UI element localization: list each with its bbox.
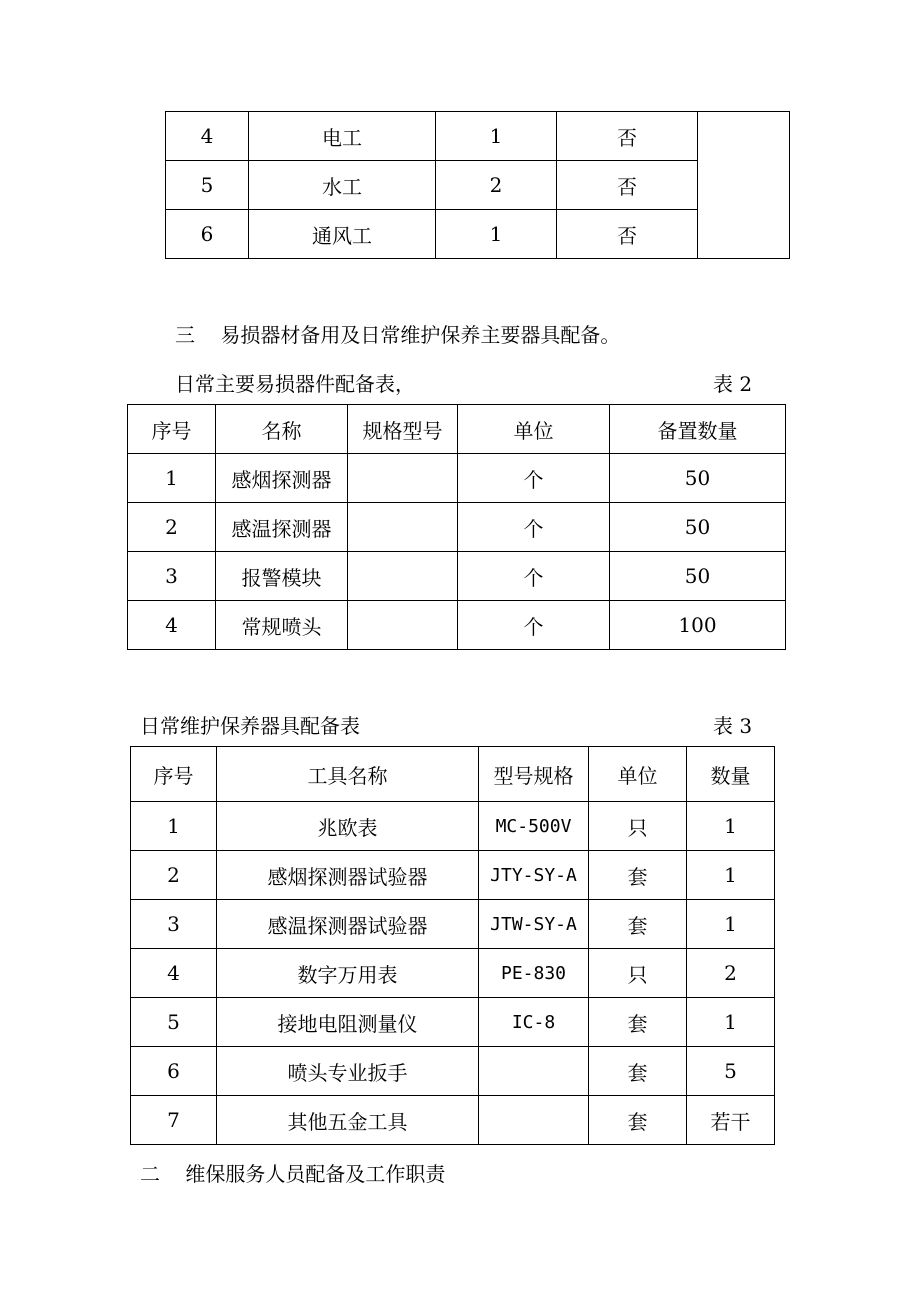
tools-table <box>130 746 775 1145</box>
table-2-caption: 日常主要易损器件配备表， <box>175 372 415 396</box>
cell-no: 6 <box>131 1047 217 1096</box>
cell-unit: 套 <box>589 998 687 1047</box>
table-3-caption: 日常维护保养器具配备表 <box>140 714 360 738</box>
table-row <box>131 998 775 1047</box>
header-cell: 单位 <box>458 405 610 454</box>
cell-remark <box>698 112 790 259</box>
section-3-heading: 三 易损器材备用及日常维护保养主要器具配备。 <box>175 323 621 347</box>
table-row <box>166 112 790 161</box>
table-row <box>128 601 786 650</box>
cell-name: 其他五金工具 <box>217 1096 479 1145</box>
header-cell: 工具名称 <box>217 747 479 802</box>
cell-unit: 个 <box>458 503 610 552</box>
cell-qty: 1 <box>436 112 557 161</box>
cell-qty: 1 <box>687 998 775 1047</box>
table-row <box>166 210 790 259</box>
cell-no: 4 <box>131 949 217 998</box>
cell-no: 4 <box>166 112 249 161</box>
cell-flag: 否 <box>557 210 698 259</box>
cell-name: 常规喷头 <box>216 601 348 650</box>
cell-qty: 50 <box>610 454 786 503</box>
cell-model <box>479 1096 589 1145</box>
cell-name: 接地电阻测量仪 <box>217 998 479 1047</box>
cell-name: 感温探测器试验器 <box>217 900 479 949</box>
section-2-heading: 二 维保服务人员配备及工作职责 <box>140 1162 446 1186</box>
cell-name: 报警模块 <box>216 552 348 601</box>
cell-model: PE-830 <box>479 949 589 998</box>
cell-name: 电工 <box>249 112 436 161</box>
cell-unit: 只 <box>589 949 687 998</box>
cell-no: 6 <box>166 210 249 259</box>
cell-qty: 50 <box>610 552 786 601</box>
cell-unit: 个 <box>458 552 610 601</box>
cell-no: 2 <box>131 851 217 900</box>
table-header-row <box>131 747 775 802</box>
table-row <box>166 161 790 210</box>
cell-flag: 否 <box>557 112 698 161</box>
table-3-label: 表 3 <box>713 714 753 738</box>
table-row <box>128 454 786 503</box>
header-cell: 备置数量 <box>610 405 786 454</box>
cell-name: 感烟探测器试验器 <box>217 851 479 900</box>
cell-no: 7 <box>131 1096 217 1145</box>
table-header-row <box>128 405 786 454</box>
cell-unit: 套 <box>589 851 687 900</box>
cell-no: 1 <box>131 802 217 851</box>
cell-spec <box>348 601 458 650</box>
cell-no: 1 <box>128 454 216 503</box>
cell-qty: 50 <box>610 503 786 552</box>
cell-model: JTY-SY-A <box>479 851 589 900</box>
table-row <box>131 802 775 851</box>
cell-no: 3 <box>128 552 216 601</box>
cell-name: 水工 <box>249 161 436 210</box>
cell-qty: 2 <box>687 949 775 998</box>
cell-name: 喷头专业扳手 <box>217 1047 479 1096</box>
header-cell: 单位 <box>589 747 687 802</box>
cell-unit: 个 <box>458 454 610 503</box>
spare-parts-table <box>127 404 786 650</box>
table-row <box>131 1096 775 1145</box>
cell-unit: 套 <box>589 900 687 949</box>
header-cell: 型号规格 <box>479 747 589 802</box>
cell-no: 2 <box>128 503 216 552</box>
cell-model <box>479 1047 589 1096</box>
cell-qty: 1 <box>687 802 775 851</box>
cell-model: JTW-SY-A <box>479 900 589 949</box>
cell-no: 4 <box>128 601 216 650</box>
cell-qty: 若干 <box>687 1096 775 1145</box>
table-row <box>131 900 775 949</box>
cell-name: 感烟探测器 <box>216 454 348 503</box>
cell-spec <box>348 552 458 601</box>
cell-model: IC-8 <box>479 998 589 1047</box>
table-row <box>131 851 775 900</box>
cell-qty: 5 <box>687 1047 775 1096</box>
table-row <box>131 1047 775 1096</box>
cell-unit: 套 <box>589 1096 687 1145</box>
header-cell: 数量 <box>687 747 775 802</box>
cell-unit: 个 <box>458 601 610 650</box>
cell-qty: 100 <box>610 601 786 650</box>
table-row <box>131 949 775 998</box>
cell-unit: 只 <box>589 802 687 851</box>
cell-qty: 1 <box>436 210 557 259</box>
cell-qty: 2 <box>436 161 557 210</box>
cell-name: 数字万用表 <box>217 949 479 998</box>
header-cell: 序号 <box>128 405 216 454</box>
cell-unit: 套 <box>589 1047 687 1096</box>
cell-qty: 1 <box>687 851 775 900</box>
cell-model: MC-500V <box>479 802 589 851</box>
cell-name: 感温探测器 <box>216 503 348 552</box>
cell-no: 5 <box>131 998 217 1047</box>
header-cell: 规格型号 <box>348 405 458 454</box>
table-row <box>128 503 786 552</box>
cell-flag: 否 <box>557 161 698 210</box>
cell-name: 通风工 <box>249 210 436 259</box>
header-cell: 名称 <box>216 405 348 454</box>
cell-name: 兆欧表 <box>217 802 479 851</box>
cell-no: 5 <box>166 161 249 210</box>
cell-spec <box>348 503 458 552</box>
cell-no: 3 <box>131 900 217 949</box>
cell-spec <box>348 454 458 503</box>
staff-table <box>165 111 790 259</box>
table-2-label: 表 2 <box>713 372 753 396</box>
header-cell: 序号 <box>131 747 217 802</box>
cell-qty: 1 <box>687 900 775 949</box>
table-row <box>128 552 786 601</box>
